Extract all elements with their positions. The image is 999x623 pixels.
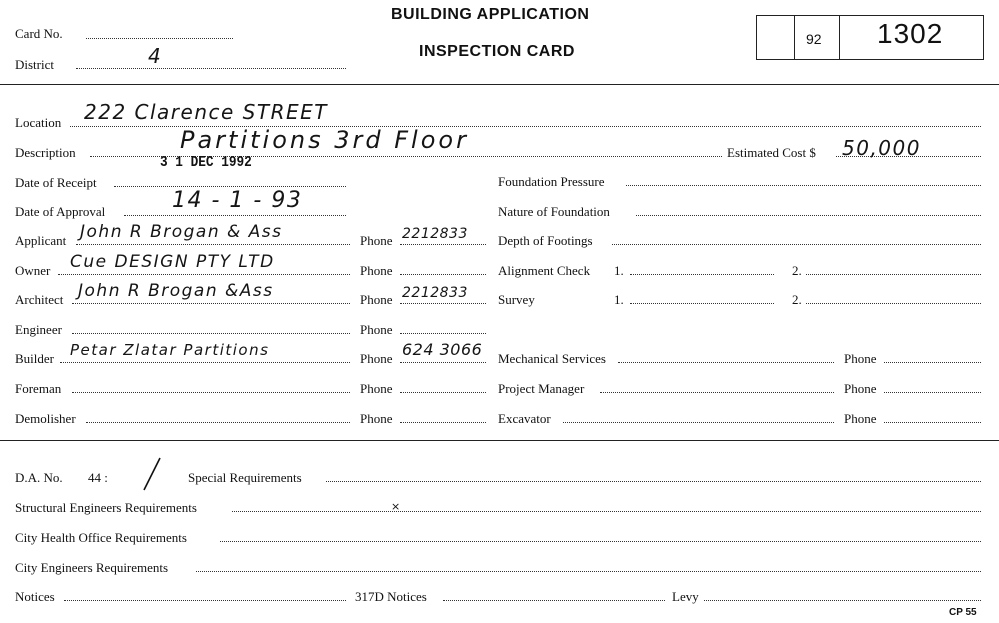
foundation-pressure-label: Foundation Pressure [498,174,605,189]
survey-item2: 2. [792,292,802,307]
excavator-phone-label: Phone [844,411,877,426]
section-rule [0,440,999,441]
city-engineers-label: City Engineers Requirements [15,560,169,575]
notices-317d-label: 317D Notices [355,589,427,604]
box-number: 1302 [877,18,944,49]
architect-phone-value: 2212833 [402,285,468,301]
alignment-label: Alignment Check [498,263,591,278]
alignment-field-1[interactable] [630,274,774,275]
depth-footings-label: Depth of Footings [498,233,593,248]
structural-field[interactable] [232,511,981,512]
survey-field-1[interactable] [630,303,774,304]
survey-field-2[interactable] [806,303,981,304]
owner-field[interactable] [58,274,350,275]
project-manager-field[interactable] [600,392,834,393]
applicant-phone-value: 2212833 [402,226,468,242]
builder-label: Builder [15,351,54,366]
city-engineers-field[interactable] [196,571,981,572]
receipt-date-stamp: 3 1 DEC 1992 [160,154,252,171]
estimated-cost-value: 50,000 [842,136,921,160]
demolisher-label: Demolisher [15,411,76,426]
nature-foundation-field[interactable] [636,215,981,216]
health-field[interactable] [220,541,981,542]
engineer-label: Engineer [15,322,62,337]
notices-317d-field[interactable] [443,600,665,601]
survey-label: Survey [498,292,535,307]
receipt-field[interactable] [114,186,346,187]
engineer-phone-field[interactable] [400,333,486,334]
alignment-field-2[interactable] [806,274,981,275]
application-number-box [756,15,984,60]
architect-phone-label: Phone [360,292,393,307]
da-tick-mark [140,456,164,492]
foreman-field[interactable] [72,392,350,393]
description-value: Partitions 3rd Floor [180,126,469,154]
levy-label: Levy [672,589,699,604]
special-label: Special Requirements [188,470,302,485]
foundation-pressure-field[interactable] [626,185,981,186]
special-field[interactable] [326,481,981,482]
applicant-field[interactable] [76,244,350,245]
builder-phone-label: Phone [360,351,393,366]
architect-value: John R Brogan &Ass [78,281,274,301]
card-no-label: Card No. [15,26,63,41]
approval-value: 14 - 1 - 93 [172,188,303,213]
estimated-cost-label: Estimated Cost $ [727,145,816,160]
architect-field[interactable] [72,303,350,304]
approval-field[interactable] [124,215,346,216]
project-manager-phone-field[interactable] [884,392,981,393]
da-label: D.A. No. [15,470,63,485]
survey-item1: 1. [614,292,624,307]
builder-value: Petar Zlatar Partitions [70,341,270,359]
structural-label: Structural Engineers Requirements [15,500,197,515]
owner-value: Cue DESIGN PTY LTD [70,252,275,272]
applicant-phone-label: Phone [360,233,393,248]
card-no-field[interactable] [86,38,233,39]
excavator-field[interactable] [563,422,834,423]
mechanical-phone-label: Phone [844,351,877,366]
form-title-line2: INSPECTION CARD [419,43,575,60]
builder-phone-field[interactable] [400,362,486,363]
location-label: Location [15,115,62,130]
applicant-label: Applicant [15,233,67,248]
header-rule [0,84,999,85]
district-value: 4 [148,44,163,68]
architect-phone-field[interactable] [400,303,486,304]
alignment-item1: 1. [614,263,624,278]
owner-phone-label: Phone [360,263,393,278]
district-field[interactable] [76,68,346,69]
demolisher-phone-label: Phone [360,411,393,426]
box-divider-1 [794,15,795,60]
architect-label: Architect [15,292,64,307]
form-title-line1: BUILDING APPLICATION [391,6,590,23]
owner-phone-field[interactable] [400,274,486,275]
applicant-phone-field[interactable] [400,244,486,245]
excavator-phone-field[interactable] [884,422,981,423]
receipt-label: Date of Receipt [15,175,97,190]
health-label: City Health Office Requirements [15,530,187,545]
district-label: District [15,57,54,72]
alignment-item2: 2. [792,263,802,278]
demolisher-field[interactable] [86,422,350,423]
form-code: CP 55 [949,607,977,618]
box-divider-2 [839,15,840,60]
engineer-phone-label: Phone [360,322,393,337]
mechanical-phone-field[interactable] [884,362,981,363]
mechanical-field[interactable] [618,362,834,363]
applicant-value: John R Brogan & Ass [80,222,283,242]
notices-field[interactable] [64,600,346,601]
levy-field[interactable] [704,600,981,601]
mechanical-label: Mechanical Services [498,351,606,366]
box-prefix: 92 [806,31,822,47]
foreman-phone-field[interactable] [400,392,486,393]
foreman-label: Foreman [15,381,62,396]
builder-field[interactable] [60,362,350,363]
owner-label: Owner [15,263,51,278]
location-value: 222 Clarence STREET [84,100,328,124]
demolisher-phone-field[interactable] [400,422,486,423]
foreman-phone-label: Phone [360,381,393,396]
da-value: 44 : [88,470,108,485]
project-manager-phone-label: Phone [844,381,877,396]
nature-foundation-label: Nature of Foundation [498,204,610,219]
description-label: Description [15,145,76,160]
builder-phone-value: 624 3066 [402,340,483,359]
approval-label: Date of Approval [15,204,106,219]
structural-cross-mark: × [391,500,401,513]
excavator-label: Excavator [498,411,551,426]
depth-footings-field[interactable] [612,244,981,245]
engineer-field[interactable] [72,333,350,334]
project-manager-label: Project Manager [498,381,585,396]
notices-label: Notices [15,589,55,604]
